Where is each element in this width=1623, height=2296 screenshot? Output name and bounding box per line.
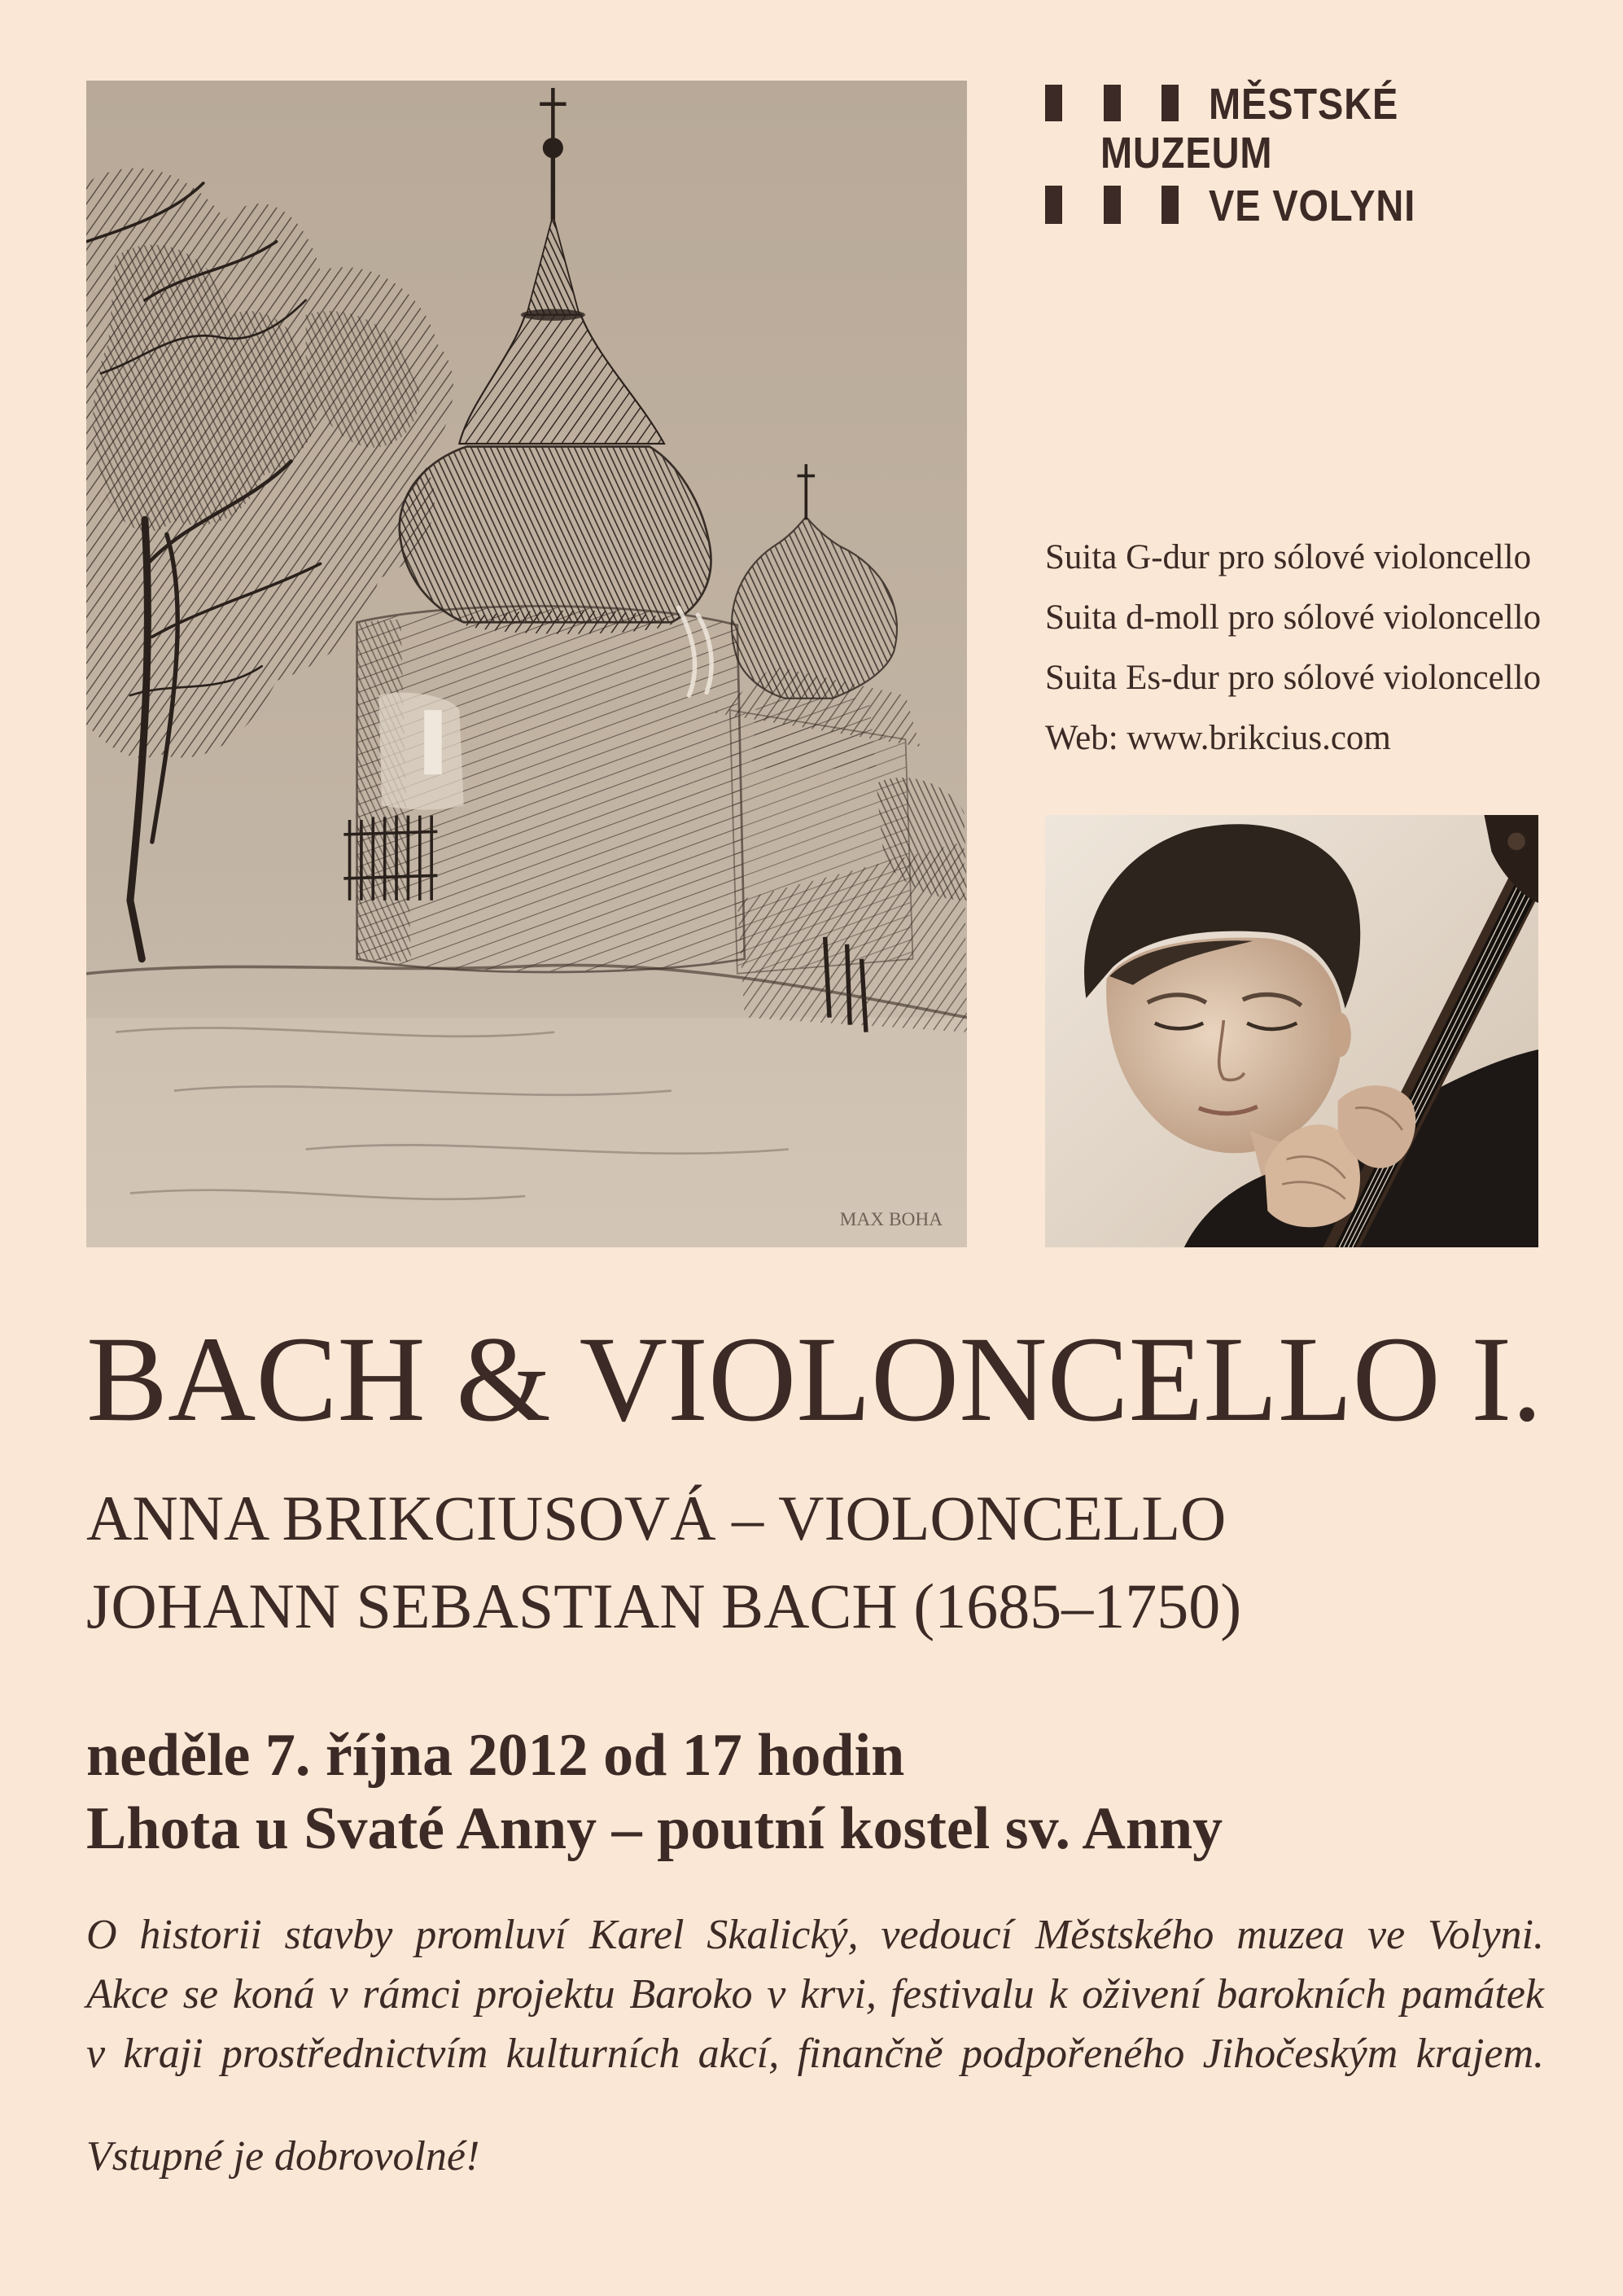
logo-bar — [1045, 186, 1062, 224]
program-item: Suita Es-dur pro sólové violoncello — [1045, 659, 1542, 697]
admission-note: Vstupné je dobrovolné! — [86, 2133, 480, 2180]
logo-line-3: VE VOLYNI — [1209, 182, 1416, 230]
concert-title: BACH & VIOLONCELLO I. — [86, 1312, 1542, 1447]
description — [86, 1905, 1544, 2083]
description-line: O historii stavby promluví Karel Skalický, vedoucí Městského muzea ve Volyni. — [86, 1912, 1544, 1958]
event-venue: Lhota u Svaté Anny – poutní kostel sv. Anny — [86, 1795, 1223, 1862]
program-list — [1045, 528, 1541, 769]
logo-bar — [1104, 85, 1121, 121]
cellist-photo — [1045, 815, 1538, 1247]
composer: JOHANN SEBASTIAN BACH (1685–1750) — [86, 1571, 1242, 1641]
cellist-photo-image — [1045, 815, 1538, 1247]
performer: ANNA BRIKCIUSOVÁ – VIOLONCELLO — [86, 1483, 1227, 1553]
church-sketch — [86, 81, 967, 1247]
program-web: Web: www.brikcius.com — [1045, 719, 1391, 757]
church-sketch-drawing — [86, 81, 967, 1247]
logo-bar — [1104, 186, 1121, 224]
description-line: v kraji prostřednictvím kulturních akcí, finančně podpořeného Jihočeským krajem. — [86, 2031, 1544, 2077]
program-item: Suita d-moll pro sólové violoncello — [1045, 598, 1542, 637]
logo-line-2: MUZEUM — [1100, 129, 1273, 177]
logo-bar — [1045, 85, 1062, 121]
logo-bar — [1161, 186, 1179, 224]
event-date: neděle 7. října 2012 od 17 hodin — [86, 1722, 905, 1789]
description-line: Akce se koná v rámci projektu Baroko v krvi, festivalu k oživení barokních památek — [86, 1971, 1544, 2018]
program-item: Suita G-dur pro sólové violoncello — [1045, 538, 1532, 576]
artwork-signature: MAX BOHA — [839, 1209, 943, 1231]
logo-bar — [1161, 85, 1179, 121]
logo-line-1: MĚSTSKÉ — [1209, 80, 1399, 129]
